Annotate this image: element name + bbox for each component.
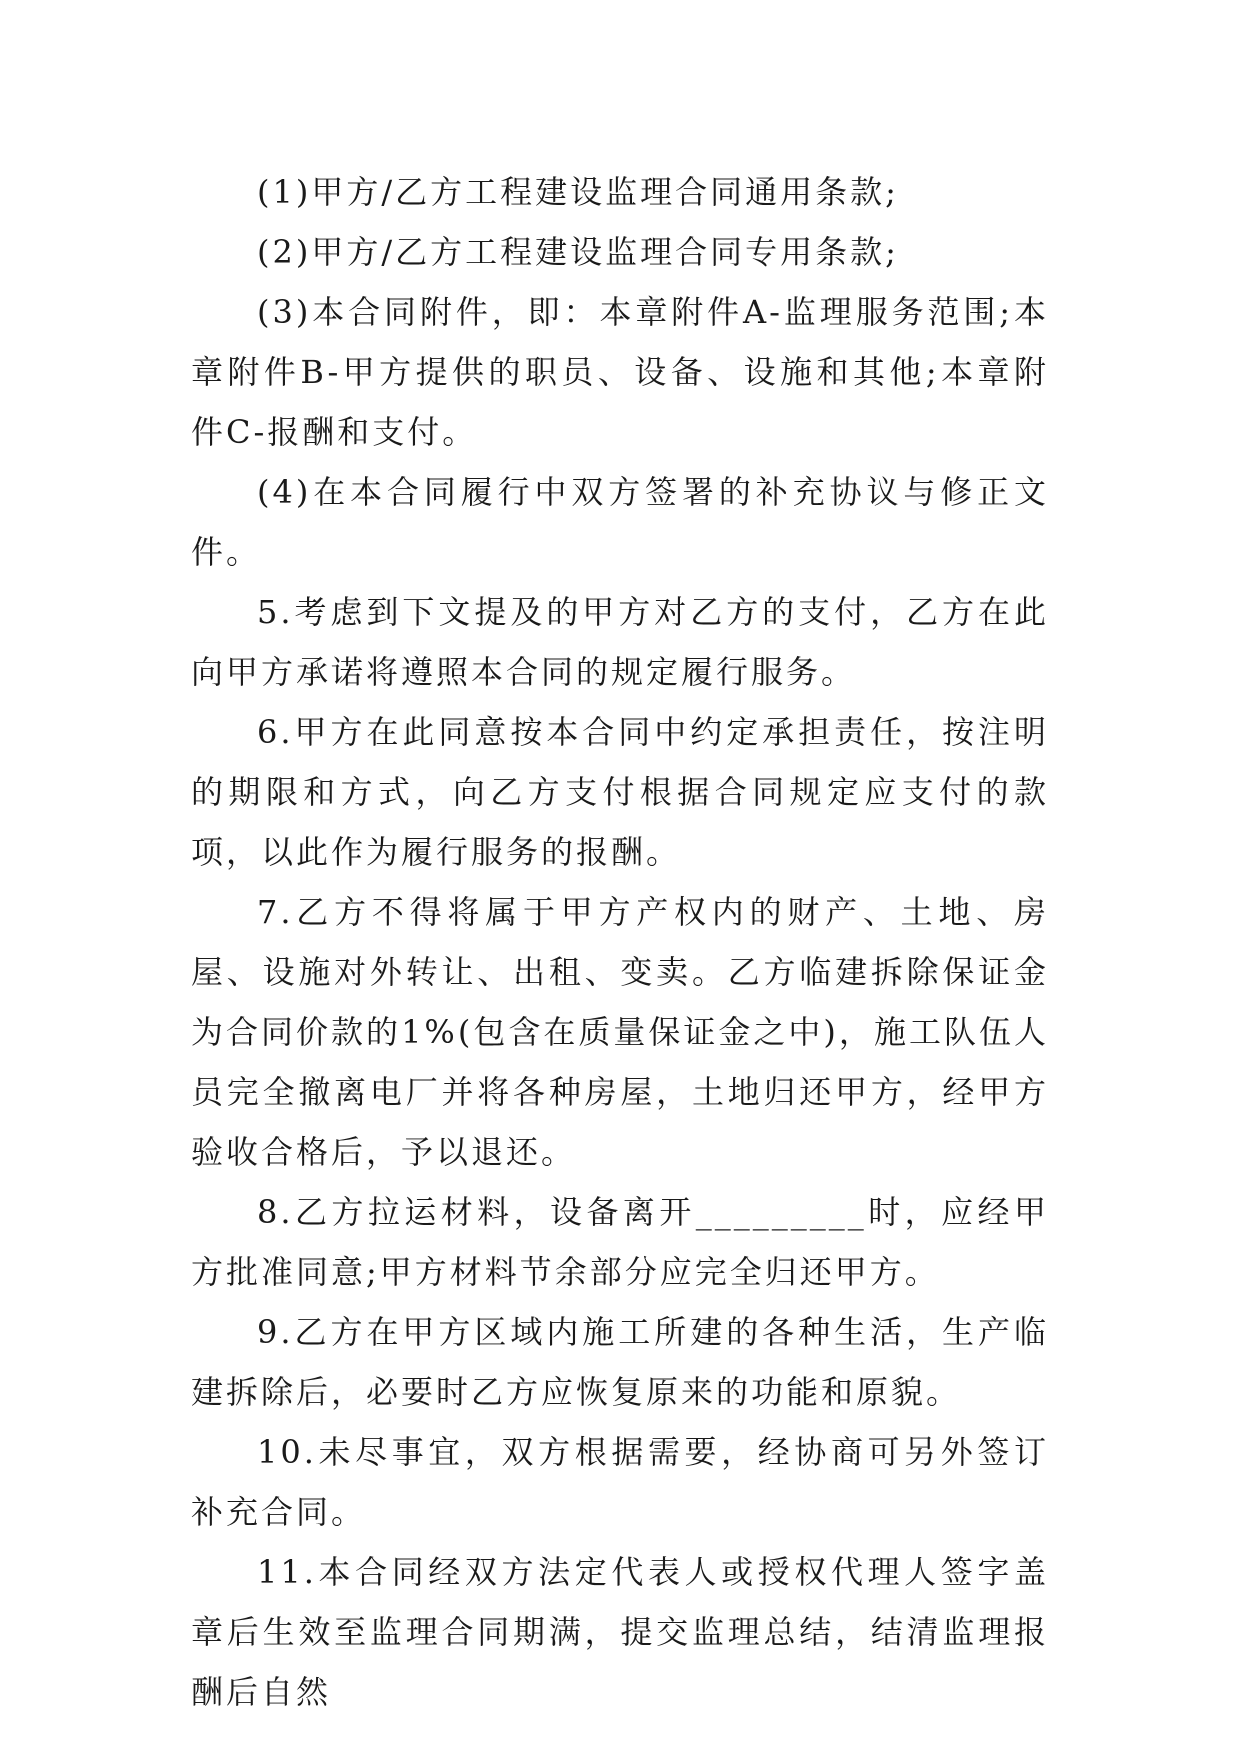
clause-10: 10.未尽事宜，双方根据需要，经协商可另外签订补充合同。 (191, 1433, 1049, 1531)
clause-8: 8.乙方拉运材料，设备离开_________时，应经甲方批准同意;甲方材料节余部分应完全归还甲方。 (191, 1193, 1049, 1291)
clause-6: 6.甲方在此同意按本合同中约定承担责任，按注明的期限和方式，向乙方支付根据合同规定应支付的款项，以此作为履行服务的报酬。 (191, 713, 1049, 871)
clause-2-special-terms: (2)甲方/乙方工程建设监理合同专用条款; (257, 233, 899, 271)
clause-9: 9.乙方在甲方区域内施工所建的各种生活，生产临建拆除后，必要时乙方应恢复原来的功能和原貌。 (191, 1313, 1049, 1411)
clause-11: 11.本合同经双方法定代表人或授权代理人签字盖章后生效至监理合同期满，提交监理总结，结清监理报酬后自然 (191, 1553, 1049, 1711)
clause-5: 5.考虑到下文提及的甲方对乙方的支付，乙方在此向甲方承诺将遵照本合同的规定履行服务。 (191, 593, 1049, 691)
clause-4-supplements: (4)在本合同履行中双方签署的补充协议与修正文件。 (191, 473, 1049, 571)
document-body (191, 162, 1049, 1722)
clause-7: 7.乙方不得将属于甲方产权内的财产、土地、房屋、设施对外转让、出租、变卖。乙方临建拆除保证金为合同价款的1%(包含在质量保证金之中)，施工队伍人员完全撤离电厂并将各种房屋，土地归还甲方，经甲方验收合格后，予以退还。 (191, 893, 1049, 1171)
clause-3-attachments: (3)本合同附件，即：本章附件A-监理服务范围;本章附件B-甲方提供的职员、设备、设施和其他;本章附件C-报酬和支付。 (191, 293, 1049, 451)
clause-1-general-terms: (1)甲方/乙方工程建设监理合同通用条款; (257, 173, 899, 211)
